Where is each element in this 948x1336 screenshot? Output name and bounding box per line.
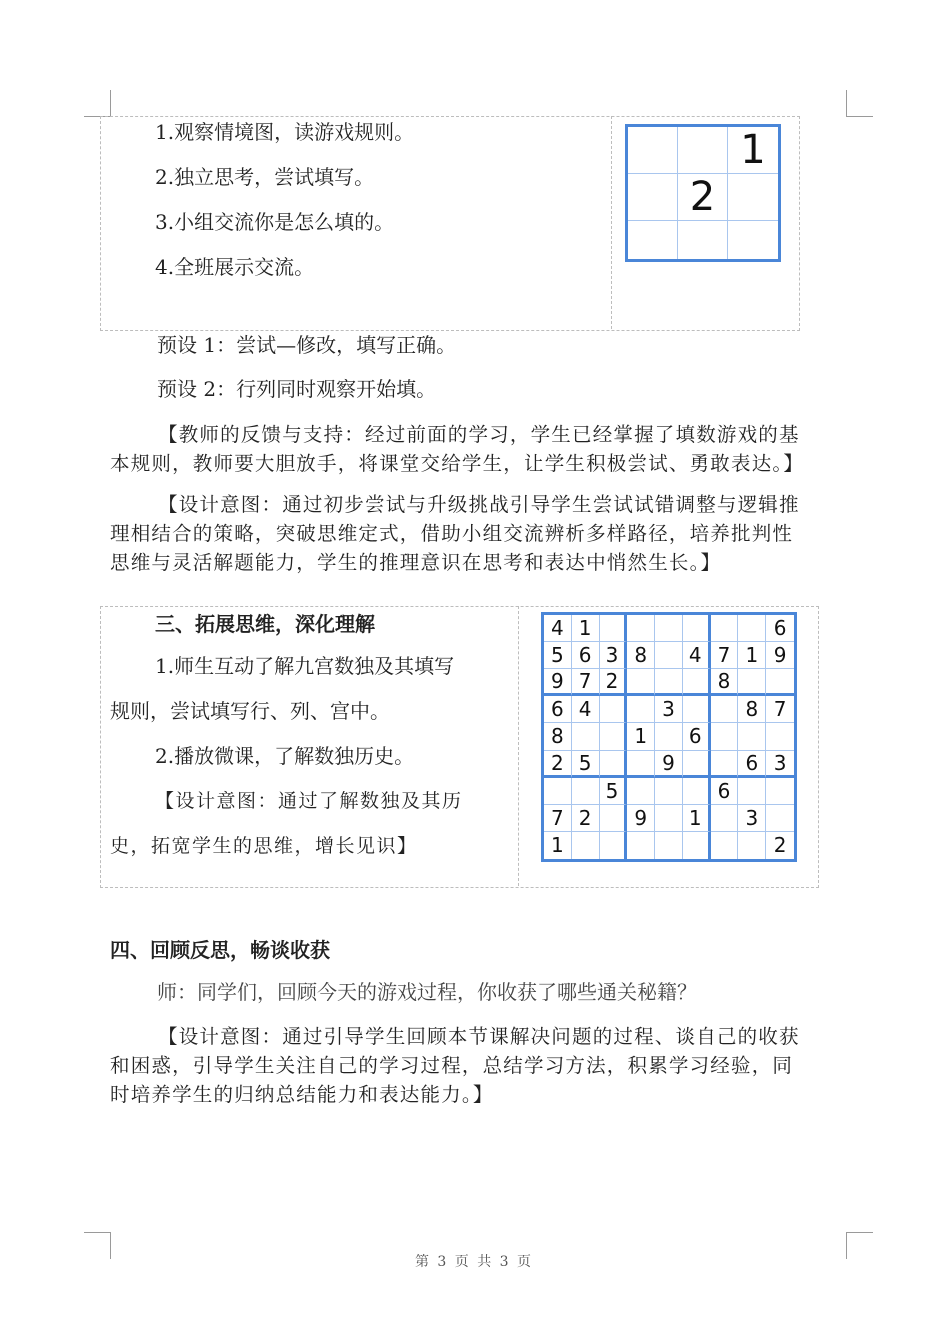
grid3-cell — [628, 127, 678, 174]
sudoku-cell — [627, 669, 655, 696]
sudoku-cell: 7 — [544, 805, 572, 832]
grid3-cell: 1 — [728, 127, 778, 174]
sudoku-cell — [627, 832, 655, 859]
sudoku-cell: 1 — [738, 642, 766, 669]
step-4: 4.全班展示交流。 — [155, 255, 315, 279]
sudoku-cell — [683, 669, 711, 696]
top-table-divider — [611, 116, 612, 329]
sudoku-cell — [600, 832, 628, 859]
sudoku-cell — [738, 723, 766, 750]
sudoku-cell: 3 — [766, 751, 794, 778]
grid3-cell — [628, 221, 678, 259]
step-2: 2.独立思考，尝试填写。 — [155, 165, 375, 189]
sudoku-cell: 9 — [627, 805, 655, 832]
sudoku-cell — [600, 805, 628, 832]
sudoku-cell — [683, 832, 711, 859]
design1-line-1: 【设计意图：通过初步尝试与升级挑战引导学生尝试试错调整与逻辑推 — [158, 493, 800, 516]
sudoku-cell: 6 — [738, 751, 766, 778]
sudoku-cell — [711, 805, 739, 832]
sudoku-cell — [711, 615, 739, 642]
grid3-cell — [678, 127, 728, 174]
sudoku-cell: 5 — [600, 778, 628, 805]
section3-design-1: 【设计意图：通过了解数独及其历 — [155, 790, 463, 812]
section3-title: 三、拓展思维，深化理解 — [155, 612, 375, 636]
sudoku-cell: 9 — [766, 642, 794, 669]
step-1: 1.观察情境图，读游戏规则。 — [155, 120, 415, 144]
sudoku-cell — [627, 615, 655, 642]
feedback-line-2: 本规则，教师要大胆放手，将课堂交给学生，让学生积极尝试、勇敢表达。】 — [110, 452, 805, 475]
sudoku-cell: 6 — [711, 778, 739, 805]
sudoku-cell — [627, 778, 655, 805]
sudoku-cell — [683, 615, 711, 642]
sudoku-cell — [711, 696, 739, 723]
sudoku-cell: 6 — [683, 723, 711, 750]
design-intent-1 — [110, 490, 846, 577]
corner-mark-top-left — [84, 90, 111, 117]
sudoku-cell: 2 — [600, 669, 628, 696]
sudoku-cell: 4 — [572, 696, 600, 723]
sudoku-cell: 7 — [711, 642, 739, 669]
sudoku-cell: 6 — [544, 696, 572, 723]
sudoku-cell: 1 — [572, 615, 600, 642]
teacher-feedback — [110, 420, 846, 478]
sudoku-cell: 5 — [544, 642, 572, 669]
sudoku-cell — [600, 615, 628, 642]
sudoku-cell — [627, 696, 655, 723]
section4-title: 四、回顾反思，畅谈收获 — [110, 938, 330, 962]
sudoku-cell — [655, 615, 683, 642]
sudoku-cell — [711, 723, 739, 750]
sudoku-cell — [655, 669, 683, 696]
sudoku-cell: 1 — [627, 723, 655, 750]
design2-line-3: 时培养学生的归纳总结能力和表达能力。】 — [110, 1083, 494, 1106]
sudoku-cell: 5 — [572, 751, 600, 778]
corner-mark-top-right — [846, 90, 873, 117]
sudoku-cell: 3 — [655, 696, 683, 723]
sudoku-cell — [766, 778, 794, 805]
sudoku-cell — [572, 723, 600, 750]
design2-line-1: 【设计意图：通过引导学生回顾本节课解决问题的过程、谈自己的收获 — [158, 1025, 800, 1048]
sudoku-cell: 9 — [544, 669, 572, 696]
sudoku-cell: 4 — [544, 615, 572, 642]
sudoku-cell: 2 — [572, 805, 600, 832]
sudoku-cell: 6 — [572, 642, 600, 669]
sudoku-cell — [766, 723, 794, 750]
sudoku-cell — [683, 696, 711, 723]
grid3-cell: 2 — [678, 174, 728, 221]
grid3-cell — [728, 221, 778, 259]
number-grid-3x3 — [625, 124, 781, 262]
sudoku-cell: 8 — [627, 642, 655, 669]
grid3-cell — [728, 174, 778, 221]
sudoku-cell — [544, 778, 572, 805]
sudoku-cell — [711, 832, 739, 859]
grid3-cell — [628, 174, 678, 221]
grid3-cell — [678, 221, 728, 259]
sudoku-cell: 1 — [544, 832, 572, 859]
sudoku-cell — [766, 805, 794, 832]
sudoku-cell — [711, 751, 739, 778]
sudoku-cell: 8 — [738, 696, 766, 723]
sudoku-cell: 7 — [572, 669, 600, 696]
sudoku-cell — [738, 615, 766, 642]
preset-1: 预设 1：尝试—修改，填写正确。 — [157, 333, 457, 357]
sudoku-cell — [572, 778, 600, 805]
preset-2: 预设 2：行列同时观察开始填。 — [157, 377, 437, 401]
sudoku-cell: 8 — [711, 669, 739, 696]
feedback-line-1: 【教师的反馈与支持：经过前面的学习，学生已经掌握了填数游戏的基 — [158, 423, 800, 446]
sudoku-cell: 8 — [544, 723, 572, 750]
page-footer: 第 3 页 共 3 页 — [414, 1254, 534, 1270]
sudoku-cell — [627, 751, 655, 778]
sudoku-cell — [766, 669, 794, 696]
sudoku-cell: 7 — [766, 696, 794, 723]
sudoku-cell — [738, 669, 766, 696]
sudoku-cell: 1 — [683, 805, 711, 832]
sudoku-cell: 4 — [683, 642, 711, 669]
sudoku-cell — [683, 778, 711, 805]
sudoku-cell — [600, 696, 628, 723]
sudoku-cell: 3 — [600, 642, 628, 669]
sudoku-cell — [738, 832, 766, 859]
sudoku-cell: 9 — [655, 751, 683, 778]
sudoku-cell: 3 — [738, 805, 766, 832]
section3-line-3: 2.播放微课，了解数独历史。 — [155, 744, 415, 768]
sudoku-cell — [600, 751, 628, 778]
design1-line-2: 理相结合的策略，突破思维定式，借助小组交流辨析多样路径，培养批判性 — [110, 522, 794, 545]
teacher-question: 师：同学们，回顾今天的游戏过程，你收获了哪些通关秘籍？ — [157, 980, 697, 1004]
section3-divider — [518, 606, 519, 886]
design-intent-2 — [110, 1022, 846, 1109]
sudoku-cell — [655, 723, 683, 750]
sudoku-cell: 2 — [544, 751, 572, 778]
design2-line-2: 和困惑，引导学生关注自己的学习过程，总结学习方法，积累学习经验，同 — [110, 1054, 794, 1077]
section3-line-1: 1.师生互动了解九宫数独及其填写 — [155, 654, 455, 678]
sudoku-grid — [541, 612, 797, 862]
sudoku-cell — [655, 778, 683, 805]
sudoku-cell — [738, 778, 766, 805]
section3-design-2: 史，拓宽学生的思维，增长见识】 — [110, 835, 418, 857]
sudoku-cell: 6 — [766, 615, 794, 642]
section3-line-2: 规则，尝试填写行、列、宫中。 — [110, 699, 390, 723]
sudoku-cell — [655, 805, 683, 832]
sudoku-cell — [683, 751, 711, 778]
step-3: 3.小组交流你是怎么填的。 — [155, 210, 395, 234]
design1-line-3: 思维与灵活解题能力，学生的推理意识在思考和表达中悄然生长。】 — [110, 551, 722, 574]
sudoku-cell: 2 — [773, 833, 787, 858]
sudoku-cell — [655, 832, 683, 859]
sudoku-cell — [655, 642, 683, 669]
sudoku-cell — [572, 832, 600, 859]
sudoku-cell — [600, 723, 628, 750]
